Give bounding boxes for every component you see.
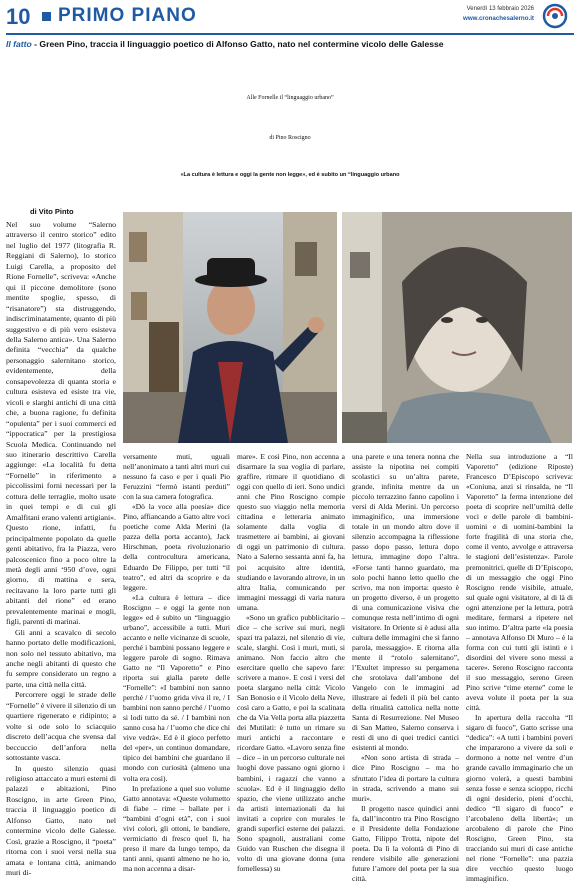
paragraph: mare». E così Pino, non accenna a disarmare la sua voglia di parlare, graffire, ritmare il quotidiano di oggi con quello di ieri. Sono undici anni che Pino Roscigno compie questo suo viaggio nella memoria cittadina e letteraria animato solamente dalla voglia di trasmettere ai bambini, ai giovani di oggi un patrimonio di cultura. Nato a Salerno sessanta anni fa, ha poi acquisito altre identità, studiando e lavorando altrove, in un altra Italia, comunicando per immagini messaggi di varia natura umana. (237, 452, 345, 612)
article-column-4 (352, 452, 459, 884)
article-column-2 (123, 452, 230, 874)
photo-mural-girl (342, 212, 572, 443)
page-number: 10 (6, 4, 31, 29)
paragraph: versamente muti, uguali nell’anonimato a tanti altri muri cui nessuno fa caso e per i quali Pio Feruzzini “fermò istanti perduti” con la sua camera fotografica. (123, 452, 230, 502)
byline: di Vito Pinto (30, 207, 74, 216)
header-rule (6, 33, 574, 35)
paragraph: «La cultura è lettura – dice Roscigno – e oggi la gente non legge» ed è subito un “linguaggio urbano”, accessibile a tutti. Muri accanto e nelle vicinanze di scuole, perché i bambini possano leggere e leggere parole di sogno. Rimava Gatto ne “Il Vaporetto” e Pino riporta sui gialla parete delle “Fornelle”: «I bambini non sanno perché / l’uomo grida viva il re, / I bambini non sanno perché / l’uomo si lodi tutto da sé. / I bambini non sanno cosa ha / l’uomo che dice chi vive vedrà». Ed è il gioco perfetto del «per», un continuo domandare, tipico dei bambini che guardano il mondo con curiosità (almeno una volta era così). (123, 592, 230, 783)
section-title: PRIMO PIANO (58, 5, 197, 26)
photo-man-in-hat (123, 212, 337, 443)
website-link[interactable]: www.cronachesalerno.it (463, 15, 534, 22)
page-header (6, 4, 574, 32)
issue-date: Venerdì 13 febbraio 2026 (466, 6, 534, 12)
subheadline: «La cultura è lettura e oggi la gente non legge», ed è subito un “linguaggio urbano (180, 172, 400, 178)
paragraph: In apertura della raccolta “Il sigaro di fuoco”, Gatto scrisse una “dedica”: «A tutti i bambini poveri che impararono a vivere da soli e dormono a notte nel ventre d’un grande cavallo immaginario che un giorno volerà, a questi bambini senza fosse e senza scioppo, ricchi di ogni desiderio, pieni d’occhi, dedico “Il sigaro di fuoco” e l’arcobaleno della libertà»; un arcobaleno di parole che Pino Roscigno, Green Pino, sta tracciando sui muri di case antiche nel rione “Fornelle”: una pazzia dire vecchio questo luogo immaginifico. (466, 713, 573, 883)
kicker-line (6, 39, 574, 49)
headline (0, 78, 580, 158)
article-column-5 (466, 452, 573, 884)
paragraph: «Dò la voce alla poesia» dice Pino, affiancando a Gatto altre voci poetiche come Alda Merini (la pazza della porta accanto), Jack Hirschman, poeta rivoluzionario della controcultura americana, Eduardo De Filippo, per tutti “il teatro”, ed altri da scoprire e da leggere. (123, 502, 230, 592)
kicker-label: Il fatto (6, 39, 32, 49)
swirl-logo-icon (538, 2, 572, 30)
header-square-mark (42, 12, 51, 21)
paragraph: Nella sua introduzione a “Il Vaporetto” (edizione Riposte) Francesco D’Episcopo scriveva: «Coniuna, anzi si rinsalda, ne “Il Vaporetto” la ferma intenzione del poeta di scoprire nell’umiltà delle voci e delle parole di bambini-uomini e di uomini-bambini la forte fragilità di una storia che, come il vento, avvolge e attraversa le stagioni dell’esistenza». Parole premonitrici, quelle di D’Episcopo, di un messaggio che oggi Pino Roscigno rende visibile, attuale, sul quale ogni visitatore, al di là di ogni attenzione per la lettura, potrà meditare, fermarsi a ripetere nel suo intimo. D’altra parte «la poesia – annotava Alfonso Di Muro – è la forma con cui tutti gli istinti e i disordini del vivere sono messi a tacere». Sereno Roscigno racconta il suo messaggio, sereno Green Pino scrive “rime eterne” come le aveva volute il poeta per la sua città. (466, 452, 573, 713)
paragraph: In prefazione a quel suo volume Gatto annotava: «Queste volumetto di fiabe – rime – ballate per i “bambini d’ogni età”, con i suoi vivi colori, gli ottoni, le bandiere, vermiciatto di fresco quel lì, ha preso il mare da lungo tempo, da tanti anni, quanti almeno ne ho io, ma non accenna a disar- (123, 783, 230, 873)
paragraph: Percorrere oggi le strade delle “Fornelle” è vivere il silenzio di un quartiere rigenerato e ridipinto; a volte si ode solo lo sciacquio discreto dell’acqua che svensa dal beccuccio dell’anfora nella sottostante vasca. (6, 690, 116, 763)
paragraph: Nel suo volume “Salerno attraverso il centro storico” edito nel luglio del 1977 (litografia R. Reggiani di Salerno), lo storico Luigi Carella, a proposito del Rione Fornelle”, scriveva: «Anche qui il piccone demolitore (sono mentite spoglie, spesso, di “risanatore”) sta distruggendo, indiscriminatamente, quanto di più suggestivo e di più vero esisteva della Salerno antica». Una Salerno definita “vecchia” da qualche personaggio salernitano storico, evidentemente, della consapevolezza di quanta storia e cultura esisteva ed esiste tra vie, vicoli e slarghi antichi di una città che, a buona ragione, fu definita “opulenta” per i suoi commerci ed “ippocratica” per la prestigiosa Scuola Medica. Continuando nel suo itinerario descrittivo Carella aggiunge: «La località fu detta “Fornelle” in riferimento a piccolissimi forni necessari per la cottura delle terraglie, molto usate in quei tempi e di cui gli Amalfitani erano valenti artigiani». Questo rione, infatti, fu principalmente popolato da quelle genti abitativo, fra la Piazza, vero palcoscenico fino a poco oltre la metà degli anni ‘950 d’ove, ogni giorno, di mattina e sera, recitavano la loro parte tutti gli abitanti del rione” ed erano prevalentemente marinai e mogli, figli, parenti di marinai. (6, 220, 116, 627)
paragraph: «Non sono artista di strada – dice Pino Roscigno – ma ho sfruttato l’idea di portare la cultura in strada, scrivendo a mano sui muri». (352, 753, 459, 803)
headline-line-2: di Pino Roscigno (269, 135, 311, 141)
paragraph: una parete e una tenera nonna che assiste la nipotina nei compiti scolastici su un’altra parete, grande, infinita mentre da un piccolo terrazzino fanno capolino i versi di Alda Merini. Un percorso immaginifico, una immersione totale in un mondo altro dove il silenzio accompagna la riflessione passo dopo passo, lettura dopo lettura, immagine dopo l’altra. «Forse tanti hanno guardato, ma solo pochi hanno letto quello che scrivo, ma non importa: questo è un progetto diverso, è un progetto di una comunicazione visiva che comunque resta nell’intimo di ogni visitatore. In Oriente si è adusi alla cultura delle immagini che si fanno parola, messaggio». E ritorna alla mente il “rotolo salernitano”, l’Exultet impresso su pergamena che srotolava dall’ambone del Vangelo con le immagini ad illustrare ai fedeli il più bel canto della ritualità cattolica nella notte Santa di Resurrezione. Nel Museo di San Matteo, Salerno conserva i resti di uno di quei tredici cantici esistenti al mondo. (352, 452, 459, 753)
article-column-1 (6, 220, 116, 879)
article-column-3 (237, 452, 345, 874)
kicker-text: - Green Pino, traccia il linguaggio poetico di Alfonso Gatto, nato nel contermine vicolo delle Galesse (31, 39, 444, 49)
headline-line-1: Alle Fornelle il “linguaggio urbano” (246, 95, 334, 101)
paragraph: Gli anni a scavalco di secolo hanno portato delle modificazioni, non solo nel tessuto abitativo, ma anche negli abitanti di questo che fu sempre considerato un regno a parte, una città nella città. (6, 627, 116, 689)
paragraph: In questo silenzio quasi religioso attaccato a muri esterni di palazzi e abitazioni, Pino Roscigno, in arte Green Pino, traccia il linguaggio poetico di Alfonso Gatto, nato nel contermine vicolo delle Galesse. Così, grazie a Roscigno, il “poeta” ritorna con i suoi versi nella sua amata e lontana città, animando muri di- (6, 763, 116, 878)
paragraph: Il progetto nasce quindici anni fa, dall’incontro tra Pino Roscigno e il Presidente della Fondazione Gatto, Filippo Trotta, nipote del poeta. Da lì la volontà di Pino di rendere visibile alle generazioni future l’amore del poeta per la sua città. (352, 803, 459, 883)
paragraph: «Sono un grafico pubblicitario – dice – che scrive sui muri, negli spazi tra palazzi, nel silenzio di vie, scale, slarghi. Così i muri, muti, si animano. Non faccio altro che esercitare quello che sapevo fare: scrivere a mano». E così i versi del poeta slargano nella città: Vicolo San Bonosio e il Vicolo della Neve, così caro a Gatto, e poi la scalinata che da Via Vella porta alla piazzetta dei Mutilati: è tutto un rimare su muri antichi a raccontare e ricordare Gatto. «Lavoro senza fine – dice – in un percorso culturale nei luoghi dove passano ogni giorno i bambini, i ragazzi che vanno a scuola». Ed è il linguaggio dello spazio, che viene utilizzato anche da artisti internazionali da lui invitati a coprire con murales le grandi superfici esterne dei palazzi. Sono spagnoli, australiani come Guido van Ruschen che disegna il volto di una giovane donna (una fornellessa) su (237, 612, 345, 873)
